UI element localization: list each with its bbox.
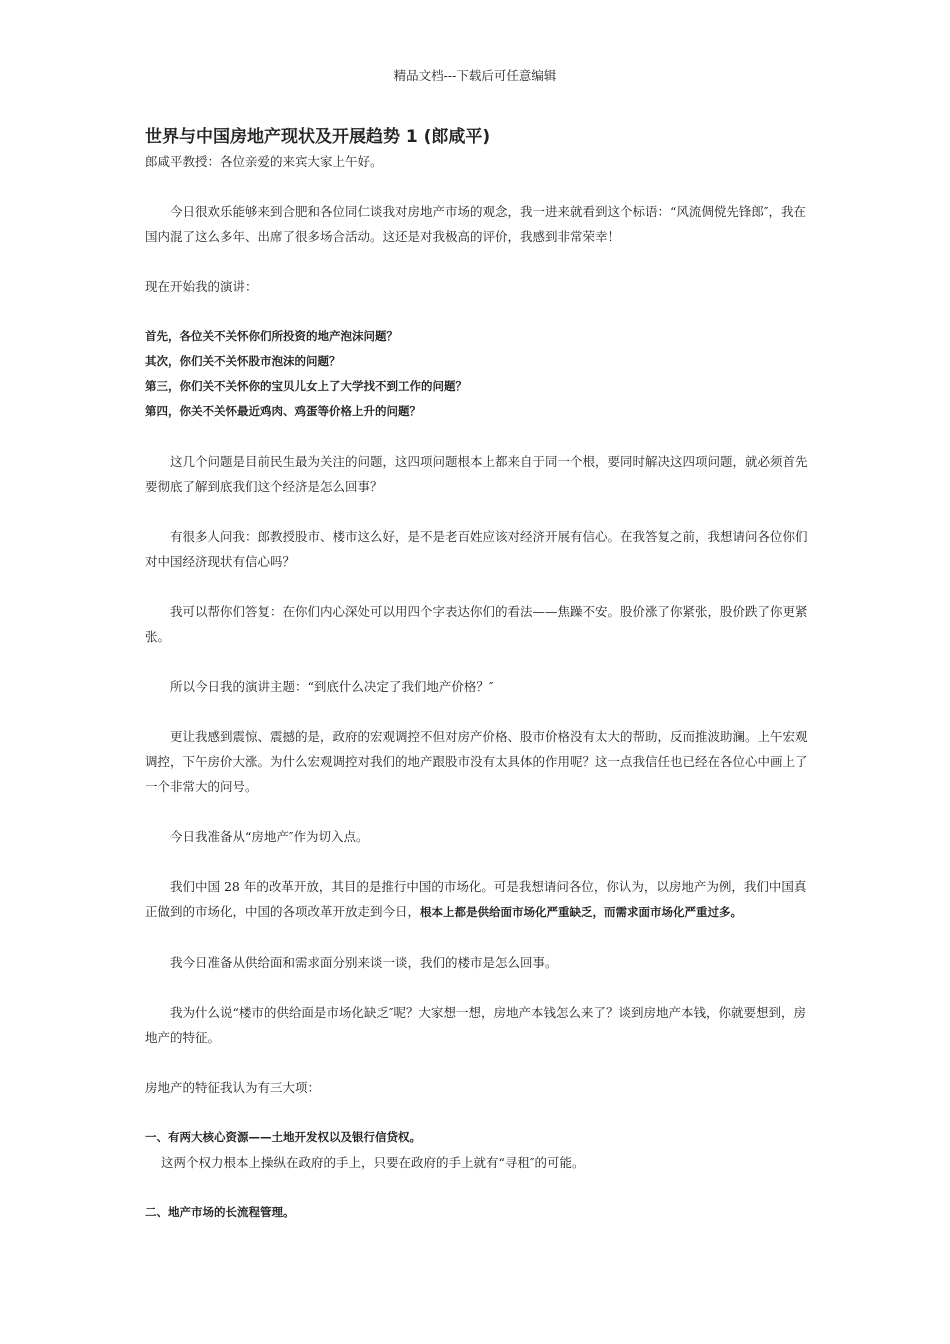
paragraph-5: 我可以帮你们答复：在你们内心深处可以用四个字表达你们的看法——焦躁不安。股价涨了你紧张，股价跌了你更紧张。 [145,604,808,644]
paragraph-7: 更让我感到震惊、震撼的是，政府的宏观调控不但对房产价格、股市价格没有太大的帮助，反而推波助澜。上午宏观调控，下午房价大涨。为什么宏观调控对我们的地产跟股市没有太具体的作用呢？这一点我信任也已经在各位心中画上了一个非常大的问号。 [145,729,808,794]
page-header: 精品文档---下载后可任意编辑 [393,68,557,83]
paragraph-4: 有很多人问我：郎教授股市、楼市这么好，是不是老百姓应该对经济开展有信心。在我答复之前，我想请问各位你们对中国经济现状有信心吗？ [145,529,808,569]
question-1: 首先，各位关不关怀你们所投资的地产泡沫问题？ [145,329,398,343]
paragraph-6: 所以今日我的演讲主题：“到底什么决定了我们地产价格？″ [170,679,494,694]
question-2: 其次，你们关不关怀股市泡沫的问题？ [145,354,341,368]
paragraph-12: 房地产的特征我认为有三大项： [145,1080,321,1095]
document-body [145,125,810,1225]
question-3: 第三，你们关不关怀你的宝贝儿女上了大学找不到工作的问题？ [145,379,467,393]
paragraph-1: 今日很欢乐能够来到合肥和各位同仁谈我对房地产市场的观念，我一进来就看到这个标语：“风流倜傥先锋郎″，我在国内混了这么多年、出席了很多场合活动。这还是对我极高的评价，我感到非常荣幸！ [145,204,807,244]
greeting: 郎咸平教授：各位亲爱的来宾大家上午好。 [145,154,383,169]
paragraph-11: 我为什么说“楼市的供给面是市场化缺乏″呢？大家想一想，房地产本钱怎么来了？谈到房地产本钱，你就要想到，房地产的特征。 [145,1005,807,1045]
paragraph-3: 这几个问题是目前民生最为关注的问题，这四项问题根本上都来自于同一个根，要同时解决这四项问题，就必须首先要彻底了解到底我们这个经济是怎么回事？ [145,454,808,494]
question-4: 第四，你关不关怀最近鸡肉、鸡蛋等价格上升的问题？ [145,404,421,418]
paragraph-9 [145,874,810,925]
paragraph-10: 我今日准备从供给面和需求面分别来谈一谈，我们的楼市是怎么回事。 [170,955,558,970]
point-2-heading: 二、地产市场的长流程管理。 [145,1205,295,1219]
paragraph-8: 今日我准备从“房地产″作为切入点。 [170,829,369,844]
paragraph-9-bold: 根本上都是供给面市场化严重缺乏，而需求面市场化严重过多。 [420,905,743,919]
document-title: 世界与中国房地产现状及开展趋势 1 (郎咸平) [145,127,491,147]
paragraph-9-text: 我们中国 28 年的改革开放，其目的是推行中国的市场化。可是我想请问各位，你认为，以房地产为例，我们中国真正做到的市场化，中国的各项改革开放走到今日， [145,879,807,919]
paragraph-2: 现在开始我的演讲： [145,279,258,294]
point-1-text: 这两个权力根本上操纵在政府的手上，只要在政府的手上就有“寻租″的可能。 [161,1155,585,1170]
point-1-heading: 一、有两大核心资源——土地开发权以及银行信贷权。 [145,1130,421,1144]
